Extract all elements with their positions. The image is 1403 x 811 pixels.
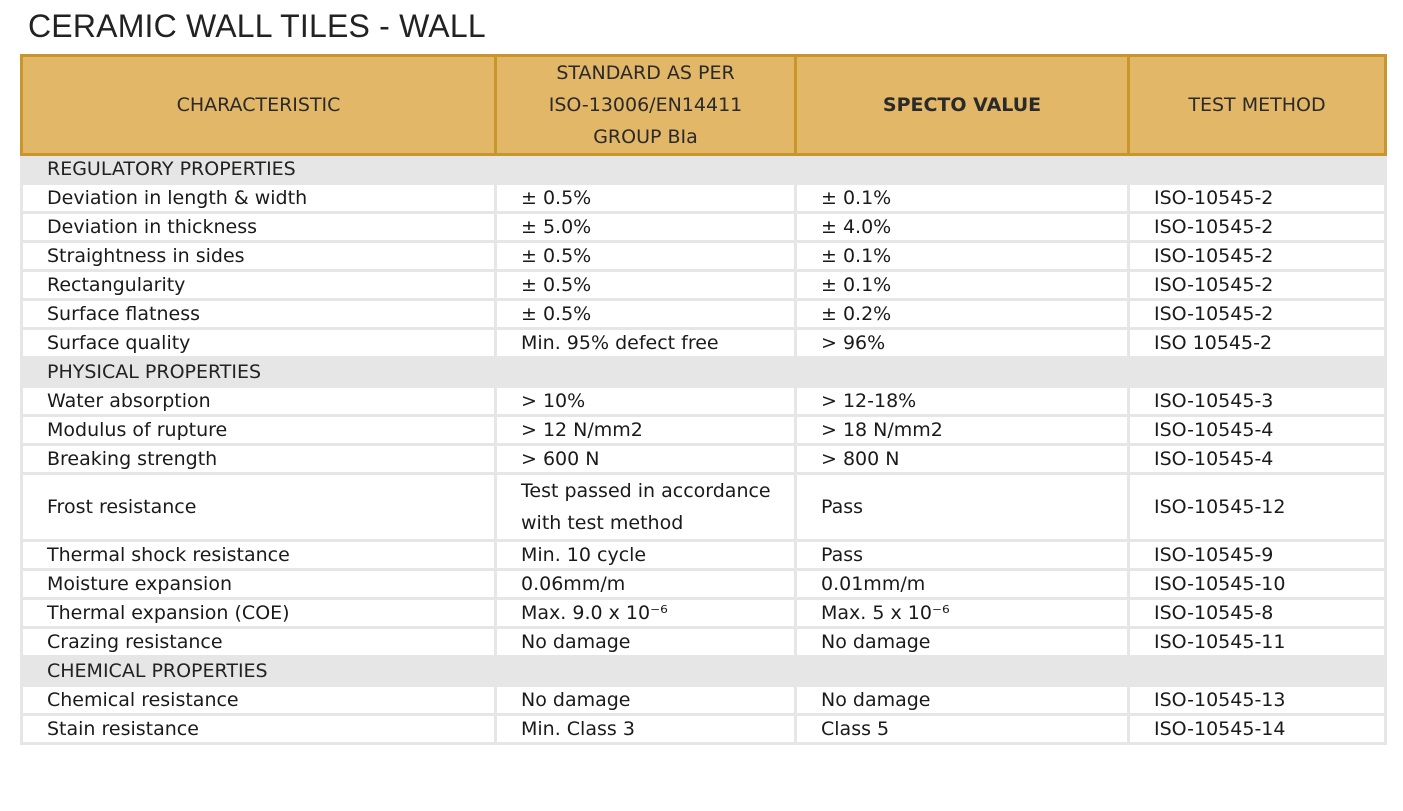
table-row: [22, 715, 1386, 744]
cell-characteristic: Water absorption: [22, 387, 496, 416]
cell-test-method: ISO-10545-13: [1129, 686, 1386, 715]
table-row: [22, 628, 1386, 657]
cell-specto-value: ± 0.1%: [796, 184, 1129, 213]
cell-standard: Max. 9.0 x 10⁻⁶: [496, 599, 796, 628]
cell-characteristic: Modulus of rupture: [22, 416, 496, 445]
section-title: CHEMICAL PROPERTIES: [22, 657, 1386, 686]
cell-specto-value: > 96%: [796, 329, 1129, 358]
cell-characteristic: Crazing resistance: [22, 628, 496, 657]
cell-standard: No damage: [496, 686, 796, 715]
table-body: [22, 155, 1386, 744]
cell-standard: ± 5.0%: [496, 213, 796, 242]
cell-specto-value: 0.01mm/m: [796, 570, 1129, 599]
table-row: [22, 213, 1386, 242]
section-title: PHYSICAL PROPERTIES: [22, 358, 1386, 387]
table-row: [22, 242, 1386, 271]
cell-test-method: ISO-10545-2: [1129, 184, 1386, 213]
table-row: [22, 271, 1386, 300]
cell-characteristic: Stain resistance: [22, 715, 496, 744]
cell-standard: ± 0.5%: [496, 271, 796, 300]
cell-standard: Min. 95% defect free: [496, 329, 796, 358]
cell-test-method: ISO-10545-9: [1129, 541, 1386, 570]
cell-test-method: ISO-10545-11: [1129, 628, 1386, 657]
header-standard-line3: GROUP BIa: [593, 126, 698, 148]
cell-specto-value: > 12-18%: [796, 387, 1129, 416]
cell-characteristic: Deviation in length & width: [22, 184, 496, 213]
cell-specto-value: Pass: [796, 474, 1129, 541]
table-row: [22, 445, 1386, 474]
cell-specto-value: No damage: [796, 628, 1129, 657]
cell-specto-value: ± 0.1%: [796, 271, 1129, 300]
table-row: [22, 416, 1386, 445]
header-standard: [496, 56, 796, 155]
cell-specto-value: > 800 N: [796, 445, 1129, 474]
cell-standard: ± 0.5%: [496, 184, 796, 213]
cell-standard: Min. Class 3: [496, 715, 796, 744]
page-title: CERAMIC WALL TILES - WALL: [28, 8, 486, 44]
cell-test-method: ISO-10545-4: [1129, 445, 1386, 474]
header-test-method: TEST METHOD: [1129, 56, 1386, 155]
cell-standard: Test passed in accordance with test method: [496, 474, 796, 541]
cell-characteristic: Breaking strength: [22, 445, 496, 474]
cell-test-method: ISO-10545-14: [1129, 715, 1386, 744]
cell-specto-value: ± 0.1%: [796, 242, 1129, 271]
cell-characteristic: Moisture expansion: [22, 570, 496, 599]
specification-table: [20, 54, 1387, 745]
cell-test-method: ISO-10545-3: [1129, 387, 1386, 416]
header-row: [22, 56, 1386, 155]
section-row: [22, 358, 1386, 387]
cell-standard: ± 0.5%: [496, 242, 796, 271]
header-specto-value: SPECTO VALUE: [796, 56, 1129, 155]
cell-specto-value: > 18 N/mm2: [796, 416, 1129, 445]
table-row: [22, 184, 1386, 213]
section-title: REGULATORY PROPERTIES: [22, 155, 1386, 184]
cell-characteristic: Frost resistance: [22, 474, 496, 541]
cell-test-method: ISO-10545-12: [1129, 474, 1386, 541]
cell-characteristic: Surface quality: [22, 329, 496, 358]
cell-standard: No damage: [496, 628, 796, 657]
cell-characteristic: Straightness in sides: [22, 242, 496, 271]
cell-test-method: ISO 10545-2: [1129, 329, 1386, 358]
cell-characteristic: Surface flatness: [22, 300, 496, 329]
cell-standard: > 600 N: [496, 445, 796, 474]
cell-test-method: ISO-10545-2: [1129, 242, 1386, 271]
cell-test-method: ISO-10545-10: [1129, 570, 1386, 599]
cell-specto-value: Class 5: [796, 715, 1129, 744]
section-row: [22, 657, 1386, 686]
table-row: [22, 300, 1386, 329]
cell-specto-value: ± 0.2%: [796, 300, 1129, 329]
cell-specto-value: ± 4.0%: [796, 213, 1129, 242]
cell-standard: 0.06mm/m: [496, 570, 796, 599]
cell-characteristic: Chemical resistance: [22, 686, 496, 715]
section-row: [22, 155, 1386, 184]
cell-specto-value: Pass: [796, 541, 1129, 570]
cell-standard: ± 0.5%: [496, 300, 796, 329]
cell-characteristic: Deviation in thickness: [22, 213, 496, 242]
cell-test-method: ISO-10545-4: [1129, 416, 1386, 445]
cell-test-method: ISO-10545-2: [1129, 213, 1386, 242]
table-row: [22, 599, 1386, 628]
cell-standard: > 12 N/mm2: [496, 416, 796, 445]
cell-specto-value: Max. 5 x 10⁻⁶: [796, 599, 1129, 628]
table-row: [22, 541, 1386, 570]
table-row: [22, 686, 1386, 715]
header-characteristic: CHARACTERISTIC: [22, 56, 496, 155]
table-row: [22, 570, 1386, 599]
table-row: [22, 329, 1386, 358]
cell-test-method: ISO-10545-8: [1129, 599, 1386, 628]
table-row: [22, 474, 1386, 541]
cell-characteristic: Thermal expansion (COE): [22, 599, 496, 628]
table-row: [22, 387, 1386, 416]
cell-characteristic: Thermal shock resistance: [22, 541, 496, 570]
header-standard-line1: STANDARD AS PER: [556, 62, 735, 84]
cell-standard: Min. 10 cycle: [496, 541, 796, 570]
cell-characteristic: Rectangularity: [22, 271, 496, 300]
cell-standard: > 10%: [496, 387, 796, 416]
cell-test-method: ISO-10545-2: [1129, 271, 1386, 300]
cell-specto-value: No damage: [796, 686, 1129, 715]
table-header: [22, 56, 1386, 155]
header-standard-line2: ISO-13006/EN14411: [548, 94, 743, 116]
cell-test-method: ISO-10545-2: [1129, 300, 1386, 329]
